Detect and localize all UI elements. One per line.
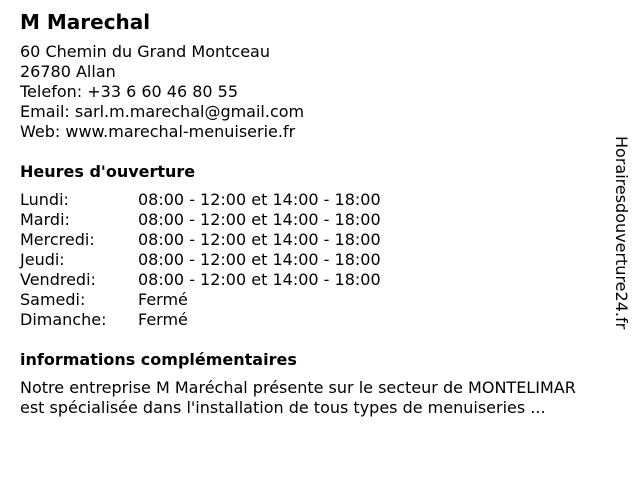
info-line: est spécialisée dans l'installation de tous types de menuiseries ...: [20, 398, 546, 417]
web-line: Web: www.marechal-menuiserie.fr: [20, 122, 296, 141]
hours-day: Lundi:: [20, 190, 69, 209]
hours-value: 08:00 - 12:00 et 14:00 - 18:00: [138, 230, 381, 249]
business-card: [20, 10, 616, 418]
hours-row-dimanche: [20, 310, 616, 330]
info-line: Notre entreprise M Maréchal présente sur le secteur de MONTELIMAR: [20, 378, 576, 397]
hours-heading: Heures d'ouverture: [20, 162, 196, 181]
hours-day: Jeudi:: [20, 250, 65, 269]
hours-table: [20, 190, 616, 330]
hours-day: Mardi:: [20, 210, 70, 229]
address-block: [20, 42, 616, 142]
hours-row-lundi: [20, 190, 616, 210]
info-paragraph: [20, 378, 616, 418]
hours-value: 08:00 - 12:00 et 14:00 - 18:00: [138, 210, 381, 229]
hours-day: Samedi:: [20, 290, 86, 309]
street-address: 60 Chemin du Grand Montceau: [20, 42, 270, 61]
hours-row-jeudi: [20, 250, 616, 270]
hours-value: 08:00 - 12:00 et 14:00 - 18:00: [138, 270, 381, 289]
postal-city: 26780 Allan: [20, 62, 116, 81]
hours-row-mercredi: [20, 230, 616, 250]
phone-line: Telefon: +33 6 60 46 80 55: [20, 82, 239, 101]
hours-row-vendredi: [20, 270, 616, 290]
hours-value: 08:00 - 12:00 et 14:00 - 18:00: [138, 250, 381, 269]
hours-day: Mercredi:: [20, 230, 95, 249]
email-line: Email: sarl.m.marechal@gmail.com: [20, 102, 305, 121]
hours-row-mardi: [20, 210, 616, 230]
business-name: M Marechal: [20, 10, 151, 34]
hours-day: Vendredi:: [20, 270, 96, 289]
hours-day: Dimanche:: [20, 310, 107, 329]
site-watermark: Horairesdouverture24.fr: [612, 136, 631, 330]
hours-value: Fermé: [138, 310, 188, 329]
hours-value: 08:00 - 12:00 et 14:00 - 18:00: [138, 190, 381, 209]
info-heading: informations complémentaires: [20, 350, 297, 369]
hours-value: Fermé: [138, 290, 188, 309]
hours-row-samedi: [20, 290, 616, 310]
